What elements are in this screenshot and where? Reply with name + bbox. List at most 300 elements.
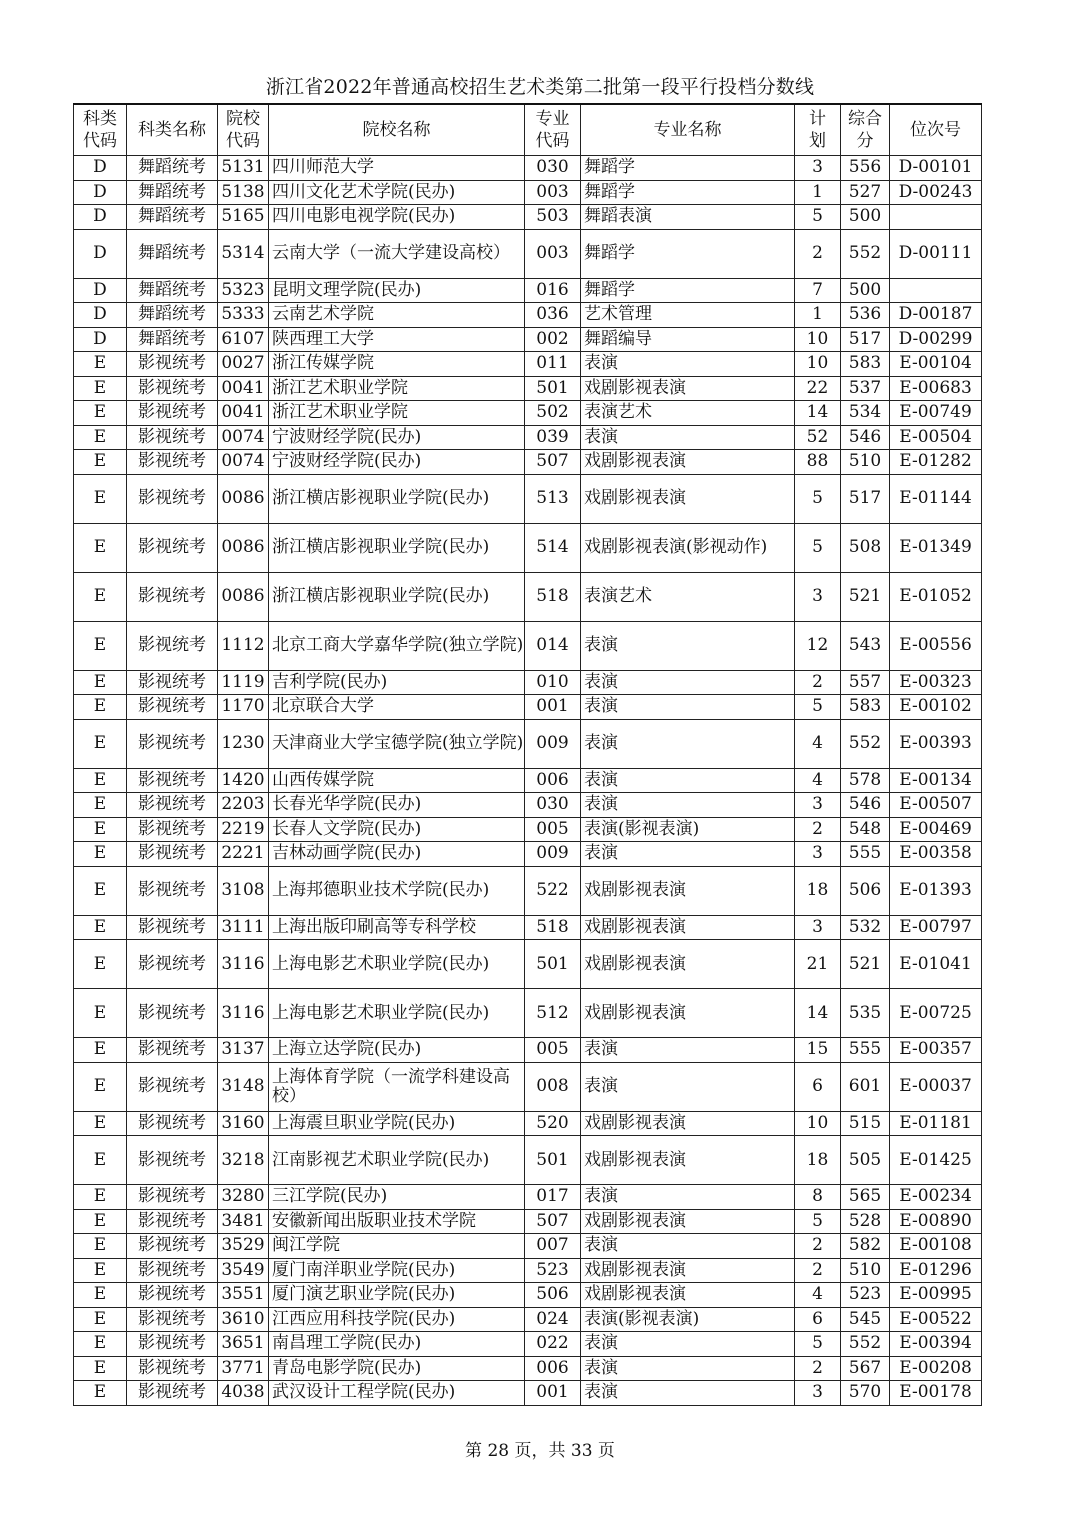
cell-category-code: E [74,401,127,426]
header-plan-b: 划 [809,131,826,151]
cell-major-name: 戏剧影视表演 [581,1209,795,1234]
cell-category-code: D [74,229,127,278]
cell-score: 583 [841,695,890,720]
cell-school-name: 宁波财经学院(民办) [269,425,525,450]
table-row [74,327,982,352]
cell-category-code: E [74,1332,127,1357]
cell-category-code: E [74,1356,127,1381]
cell-plan: 12 [795,621,841,670]
table-row [74,474,982,523]
cell-plan: 1 [795,303,841,328]
cell-school-code: 0086 [218,474,269,523]
cell-category-code: D [74,278,127,303]
table-row [74,768,982,793]
cell-category-name: 舞蹈统考 [127,205,218,230]
cell-school-code: 3137 [218,1038,269,1063]
cell-rank: E-01296 [890,1258,982,1283]
cell-rank: E-00234 [890,1185,982,1210]
table-row [74,1234,982,1259]
cell-major-name: 表演 [581,695,795,720]
cell-plan: 3 [795,793,841,818]
cell-category-code: E [74,352,127,377]
cell-major-code: 024 [525,1307,581,1332]
cell-school-name: 宁波财经学院(民办) [269,450,525,475]
cell-school-code: 2221 [218,842,269,867]
cell-category-code: E [74,817,127,842]
cell-school-name: 江南影视艺术职业学院(民办) [269,1136,525,1185]
table-row [74,1185,982,1210]
cell-plan: 10 [795,352,841,377]
cell-category-name: 影视统考 [127,1185,218,1210]
table-row [74,156,982,181]
header-major-code-a: 专业 [535,109,570,129]
cell-score: 582 [841,1234,890,1259]
cell-score: 557 [841,670,890,695]
cell-major-code: 003 [525,180,581,205]
cell-score: 500 [841,205,890,230]
table-row [74,303,982,328]
cell-category-name: 影视统考 [127,1234,218,1259]
table-row [74,425,982,450]
cell-plan: 1 [795,180,841,205]
cell-plan: 15 [795,1038,841,1063]
cell-school-name: 云南大学（一流大学建设高校） [269,229,525,278]
cell-major-code: 512 [525,989,581,1038]
cell-school-code: 0086 [218,523,269,572]
cell-category-name: 影视统考 [127,474,218,523]
cell-major-name: 表演 [581,425,795,450]
cell-rank: E-00556 [890,621,982,670]
cell-category-name: 影视统考 [127,1258,218,1283]
cell-score: 515 [841,1111,890,1136]
page-footer: 第 28 页，共 33 页 [465,1441,615,1461]
cell-plan: 5 [795,1209,841,1234]
table-row [74,719,982,768]
cell-major-name: 戏剧影视表演 [581,1283,795,1308]
cell-school-name: 昆明文理学院(民办) [269,278,525,303]
cell-category-name: 影视统考 [127,1111,218,1136]
cell-score: 552 [841,719,890,768]
cell-school-code: 0074 [218,425,269,450]
cell-rank: D-00111 [890,229,982,278]
cell-school-name: 北京工商大学嘉华学院(独立学院) [269,621,525,670]
cell-major-name: 表演 [581,621,795,670]
cell-plan: 2 [795,1234,841,1259]
cell-score: 556 [841,156,890,181]
cell-school-name: 吉利学院(民办) [269,670,525,695]
cell-category-code: E [74,621,127,670]
cell-school-code: 5131 [218,156,269,181]
cell-major-code: 022 [525,1332,581,1357]
cell-score: 521 [841,940,890,989]
cell-category-code: E [74,866,127,915]
table-row [74,1136,982,1185]
cell-score: 546 [841,793,890,818]
cell-plan: 14 [795,401,841,426]
table-row [74,1038,982,1063]
cell-score: 535 [841,989,890,1038]
cell-plan: 18 [795,866,841,915]
table-row [74,1209,982,1234]
cell-school-name: 天津商业大学宝德学院(独立学院) [269,719,525,768]
cell-school-code: 3148 [218,1062,269,1111]
cell-major-name: 戏剧影视表演 [581,915,795,940]
cell-score: 570 [841,1381,890,1406]
cell-major-code: 513 [525,474,581,523]
cell-school-code: 1119 [218,670,269,695]
cell-major-name: 舞蹈表演 [581,205,795,230]
cell-school-name: 浙江横店影视职业学院(民办) [269,572,525,621]
header-category-code-a: 科类 [83,109,117,129]
cell-plan: 2 [795,670,841,695]
cell-plan: 52 [795,425,841,450]
cell-category-code: D [74,327,127,352]
cell-category-code: E [74,1136,127,1185]
cell-school-code: 3160 [218,1111,269,1136]
cell-category-name: 影视统考 [127,1283,218,1308]
table-row [74,1111,982,1136]
cell-category-name: 影视统考 [127,450,218,475]
cell-plan: 88 [795,450,841,475]
cell-score: 601 [841,1062,890,1111]
cell-score: 536 [841,303,890,328]
cell-score: 552 [841,1332,890,1357]
table-row [74,401,982,426]
cell-category-name: 影视统考 [127,915,218,940]
cell-major-name: 舞蹈编导 [581,327,795,352]
cell-major-code: 506 [525,1283,581,1308]
cell-score: 521 [841,572,890,621]
cell-major-code: 507 [525,1209,581,1234]
cell-category-code: D [74,205,127,230]
cell-school-code: 3218 [218,1136,269,1185]
table-row [74,1356,982,1381]
cell-major-code: 014 [525,621,581,670]
cell-school-name: 安徽新闻出版职业技术学院 [269,1209,525,1234]
cell-plan: 10 [795,1111,841,1136]
cell-school-name: 四川文化艺术学院(民办) [269,180,525,205]
cell-school-name: 长春光华学院(民办) [269,793,525,818]
cell-category-name: 影视统考 [127,768,218,793]
cell-plan: 5 [795,695,841,720]
table-row [74,940,982,989]
cell-category-name: 影视统考 [127,817,218,842]
cell-school-name: 闽江学院 [269,1234,525,1259]
cell-major-name: 表演 [581,719,795,768]
cell-major-code: 503 [525,205,581,230]
cell-rank: E-01349 [890,523,982,572]
cell-school-code: 3771 [218,1356,269,1381]
cell-school-name: 浙江横店影视职业学院(民办) [269,523,525,572]
table-row [74,1381,982,1406]
cell-major-code: 003 [525,229,581,278]
cell-major-name: 戏剧影视表演 [581,474,795,523]
cell-school-name: 浙江艺术职业学院 [269,376,525,401]
cell-score: 548 [841,817,890,842]
cell-school-name: 上海出版印刷高等专科学校 [269,915,525,940]
cell-category-name: 影视统考 [127,572,218,621]
cell-score: 567 [841,1356,890,1381]
admission-score-table [73,103,982,1406]
cell-score: 545 [841,1307,890,1332]
cell-score: 510 [841,450,890,475]
cell-school-code: 1420 [218,768,269,793]
cell-plan: 5 [795,474,841,523]
cell-major-code: 006 [525,1356,581,1381]
cell-category-code: E [74,1258,127,1283]
cell-major-name: 表演 [581,1356,795,1381]
table-row [74,670,982,695]
cell-school-code: 3116 [218,989,269,1038]
cell-school-code: 5165 [218,205,269,230]
cell-major-code: 501 [525,376,581,401]
cell-category-name: 影视统考 [127,1209,218,1234]
table-row [74,621,982,670]
cell-major-code: 502 [525,401,581,426]
cell-school-code: 2219 [218,817,269,842]
table-row [74,866,982,915]
cell-school-name: 三江学院(民办) [269,1185,525,1210]
cell-category-code: E [74,1185,127,1210]
cell-school-name: 南昌理工学院(民办) [269,1332,525,1357]
cell-score: 555 [841,1038,890,1063]
cell-school-name: 陕西理工大学 [269,327,525,352]
cell-school-name: 山西传媒学院 [269,768,525,793]
cell-school-name: 上海立达学院(民办) [269,1038,525,1063]
cell-category-code: E [74,376,127,401]
cell-major-name: 戏剧影视表演 [581,450,795,475]
cell-category-name: 影视统考 [127,866,218,915]
cell-major-name: 表演 [581,1381,795,1406]
cell-category-code: D [74,303,127,328]
cell-school-name: 长春人文学院(民办) [269,817,525,842]
cell-category-code: E [74,425,127,450]
cell-plan: 2 [795,1356,841,1381]
table-row [74,229,982,278]
cell-major-name: 戏剧影视表演 [581,1136,795,1185]
table-row [74,1307,982,1332]
cell-school-code: 3108 [218,866,269,915]
header-rank: 位次号 [890,104,982,156]
cell-rank: E-00208 [890,1356,982,1381]
table-row [74,842,982,867]
cell-category-name: 影视统考 [127,523,218,572]
cell-category-code: D [74,180,127,205]
cell-school-name: 江西应用科技学院(民办) [269,1307,525,1332]
cell-category-code: E [74,572,127,621]
cell-category-name: 影视统考 [127,352,218,377]
cell-plan: 10 [795,327,841,352]
cell-rank: E-00178 [890,1381,982,1406]
cell-plan: 3 [795,1381,841,1406]
cell-school-code: 0041 [218,376,269,401]
cell-school-code: 3651 [218,1332,269,1357]
cell-school-code: 3529 [218,1234,269,1259]
cell-major-code: 039 [525,425,581,450]
cell-school-name: 四川师范大学 [269,156,525,181]
cell-major-name: 艺术管理 [581,303,795,328]
cell-school-name: 上海邦德职业技术学院(民办) [269,866,525,915]
cell-major-name: 表演 [581,670,795,695]
cell-score: 506 [841,866,890,915]
cell-major-code: 007 [525,1234,581,1259]
table-row [74,695,982,720]
cell-school-code: 1170 [218,695,269,720]
cell-category-name: 影视统考 [127,621,218,670]
table-body [74,156,982,1406]
cell-category-name: 舞蹈统考 [127,278,218,303]
table-row [74,1062,982,1111]
cell-rank: D-00243 [890,180,982,205]
cell-major-name: 表演(影视表演) [581,1307,795,1332]
cell-major-name: 表演 [581,1185,795,1210]
cell-category-name: 影视统考 [127,842,218,867]
cell-major-name: 戏剧影视表演 [581,866,795,915]
cell-rank: E-00749 [890,401,982,426]
table-row [74,523,982,572]
cell-rank: E-01282 [890,450,982,475]
table-row [74,352,982,377]
cell-major-name: 表演 [581,842,795,867]
cell-plan: 5 [795,205,841,230]
cell-major-name: 舞蹈学 [581,156,795,181]
cell-major-name: 舞蹈学 [581,278,795,303]
cell-school-name: 青岛电影学院(民办) [269,1356,525,1381]
cell-category-name: 影视统考 [127,1356,218,1381]
cell-major-name: 表演(影视表演) [581,817,795,842]
table-row [74,1283,982,1308]
table-row [74,915,982,940]
table-row [74,572,982,621]
cell-rank: E-00037 [890,1062,982,1111]
cell-school-code: 1230 [218,719,269,768]
cell-school-code: 5323 [218,278,269,303]
cell-school-code: 1112 [218,621,269,670]
header-school-code-b: 代码 [226,131,260,151]
table-row [74,450,982,475]
cell-plan: 4 [795,1283,841,1308]
cell-school-code: 4038 [218,1381,269,1406]
cell-plan: 2 [795,1258,841,1283]
cell-major-name: 表演 [581,1038,795,1063]
cell-category-name: 影视统考 [127,793,218,818]
cell-major-name: 表演 [581,352,795,377]
cell-category-name: 影视统考 [127,1062,218,1111]
cell-school-code: 3116 [218,940,269,989]
cell-major-code: 016 [525,278,581,303]
cell-plan: 7 [795,278,841,303]
cell-school-name: 吉林动画学院(民办) [269,842,525,867]
cell-category-code: E [74,1234,127,1259]
cell-rank: E-00504 [890,425,982,450]
cell-plan: 3 [795,915,841,940]
header-category-code-b: 代码 [83,131,117,151]
cell-plan: 5 [795,523,841,572]
table-row [74,989,982,1038]
cell-score: 505 [841,1136,890,1185]
cell-school-name: 四川电影电视学院(民办) [269,205,525,230]
cell-major-code: 514 [525,523,581,572]
cell-rank: E-00394 [890,1332,982,1357]
cell-major-code: 005 [525,817,581,842]
cell-major-code: 001 [525,695,581,720]
cell-school-code: 3549 [218,1258,269,1283]
cell-category-code: E [74,474,127,523]
cell-school-name: 厦门演艺职业学院(民办) [269,1283,525,1308]
cell-category-name: 影视统考 [127,695,218,720]
cell-school-code: 5138 [218,180,269,205]
cell-plan: 18 [795,1136,841,1185]
cell-category-name: 影视统考 [127,1381,218,1406]
cell-major-code: 001 [525,1381,581,1406]
cell-plan: 5 [795,1332,841,1357]
cell-major-name: 舞蹈学 [581,180,795,205]
header-school-code-a: 院校 [226,109,260,129]
header-school-code [218,104,269,156]
cell-major-name: 戏剧影视表演 [581,1111,795,1136]
cell-major-code: 507 [525,450,581,475]
cell-major-code: 008 [525,1062,581,1111]
table-row [74,1258,982,1283]
cell-major-name: 舞蹈学 [581,229,795,278]
cell-major-name: 表演 [581,1234,795,1259]
cell-score: 552 [841,229,890,278]
cell-school-name: 上海电影艺术职业学院(民办) [269,940,525,989]
cell-school-code: 5314 [218,229,269,278]
cell-category-code: E [74,768,127,793]
cell-major-code: 006 [525,768,581,793]
header-major-name: 专业名称 [581,104,795,156]
cell-plan: 8 [795,1185,841,1210]
cell-major-name: 表演 [581,768,795,793]
cell-school-name: 浙江艺术职业学院 [269,401,525,426]
table-header-row [74,104,982,156]
cell-rank: D-00299 [890,327,982,352]
cell-school-code: 0041 [218,401,269,426]
cell-category-code: E [74,1111,127,1136]
cell-score: 528 [841,1209,890,1234]
cell-school-name: 浙江横店影视职业学院(民办) [269,474,525,523]
cell-school-code: 0074 [218,450,269,475]
header-plan-a: 计 [809,109,826,129]
header-score-a: 综合 [848,109,882,129]
cell-category-name: 影视统考 [127,1136,218,1185]
cell-plan: 3 [795,842,841,867]
cell-rank: E-01181 [890,1111,982,1136]
header-score-b: 分 [856,131,874,151]
cell-plan: 4 [795,719,841,768]
cell-score: 578 [841,768,890,793]
cell-school-code: 0086 [218,572,269,621]
cell-category-code: E [74,450,127,475]
cell-category-code: E [74,1062,127,1111]
cell-score: 534 [841,401,890,426]
cell-school-name: 北京联合大学 [269,695,525,720]
cell-rank: E-01144 [890,474,982,523]
cell-major-name: 表演 [581,1062,795,1111]
cell-major-code: 011 [525,352,581,377]
cell-major-code: 017 [525,1185,581,1210]
cell-school-name: 厦门南洋职业学院(民办) [269,1258,525,1283]
cell-rank: E-00134 [890,768,982,793]
cell-category-name: 影视统考 [127,401,218,426]
table-row [74,278,982,303]
page-title: 浙江省2022年普通高校招生艺术类第二批第一段平行投档分数线 [265,76,815,98]
cell-school-name: 云南艺术学院 [269,303,525,328]
cell-rank: D-00101 [890,156,982,181]
cell-major-code: 030 [525,156,581,181]
cell-major-code: 036 [525,303,581,328]
